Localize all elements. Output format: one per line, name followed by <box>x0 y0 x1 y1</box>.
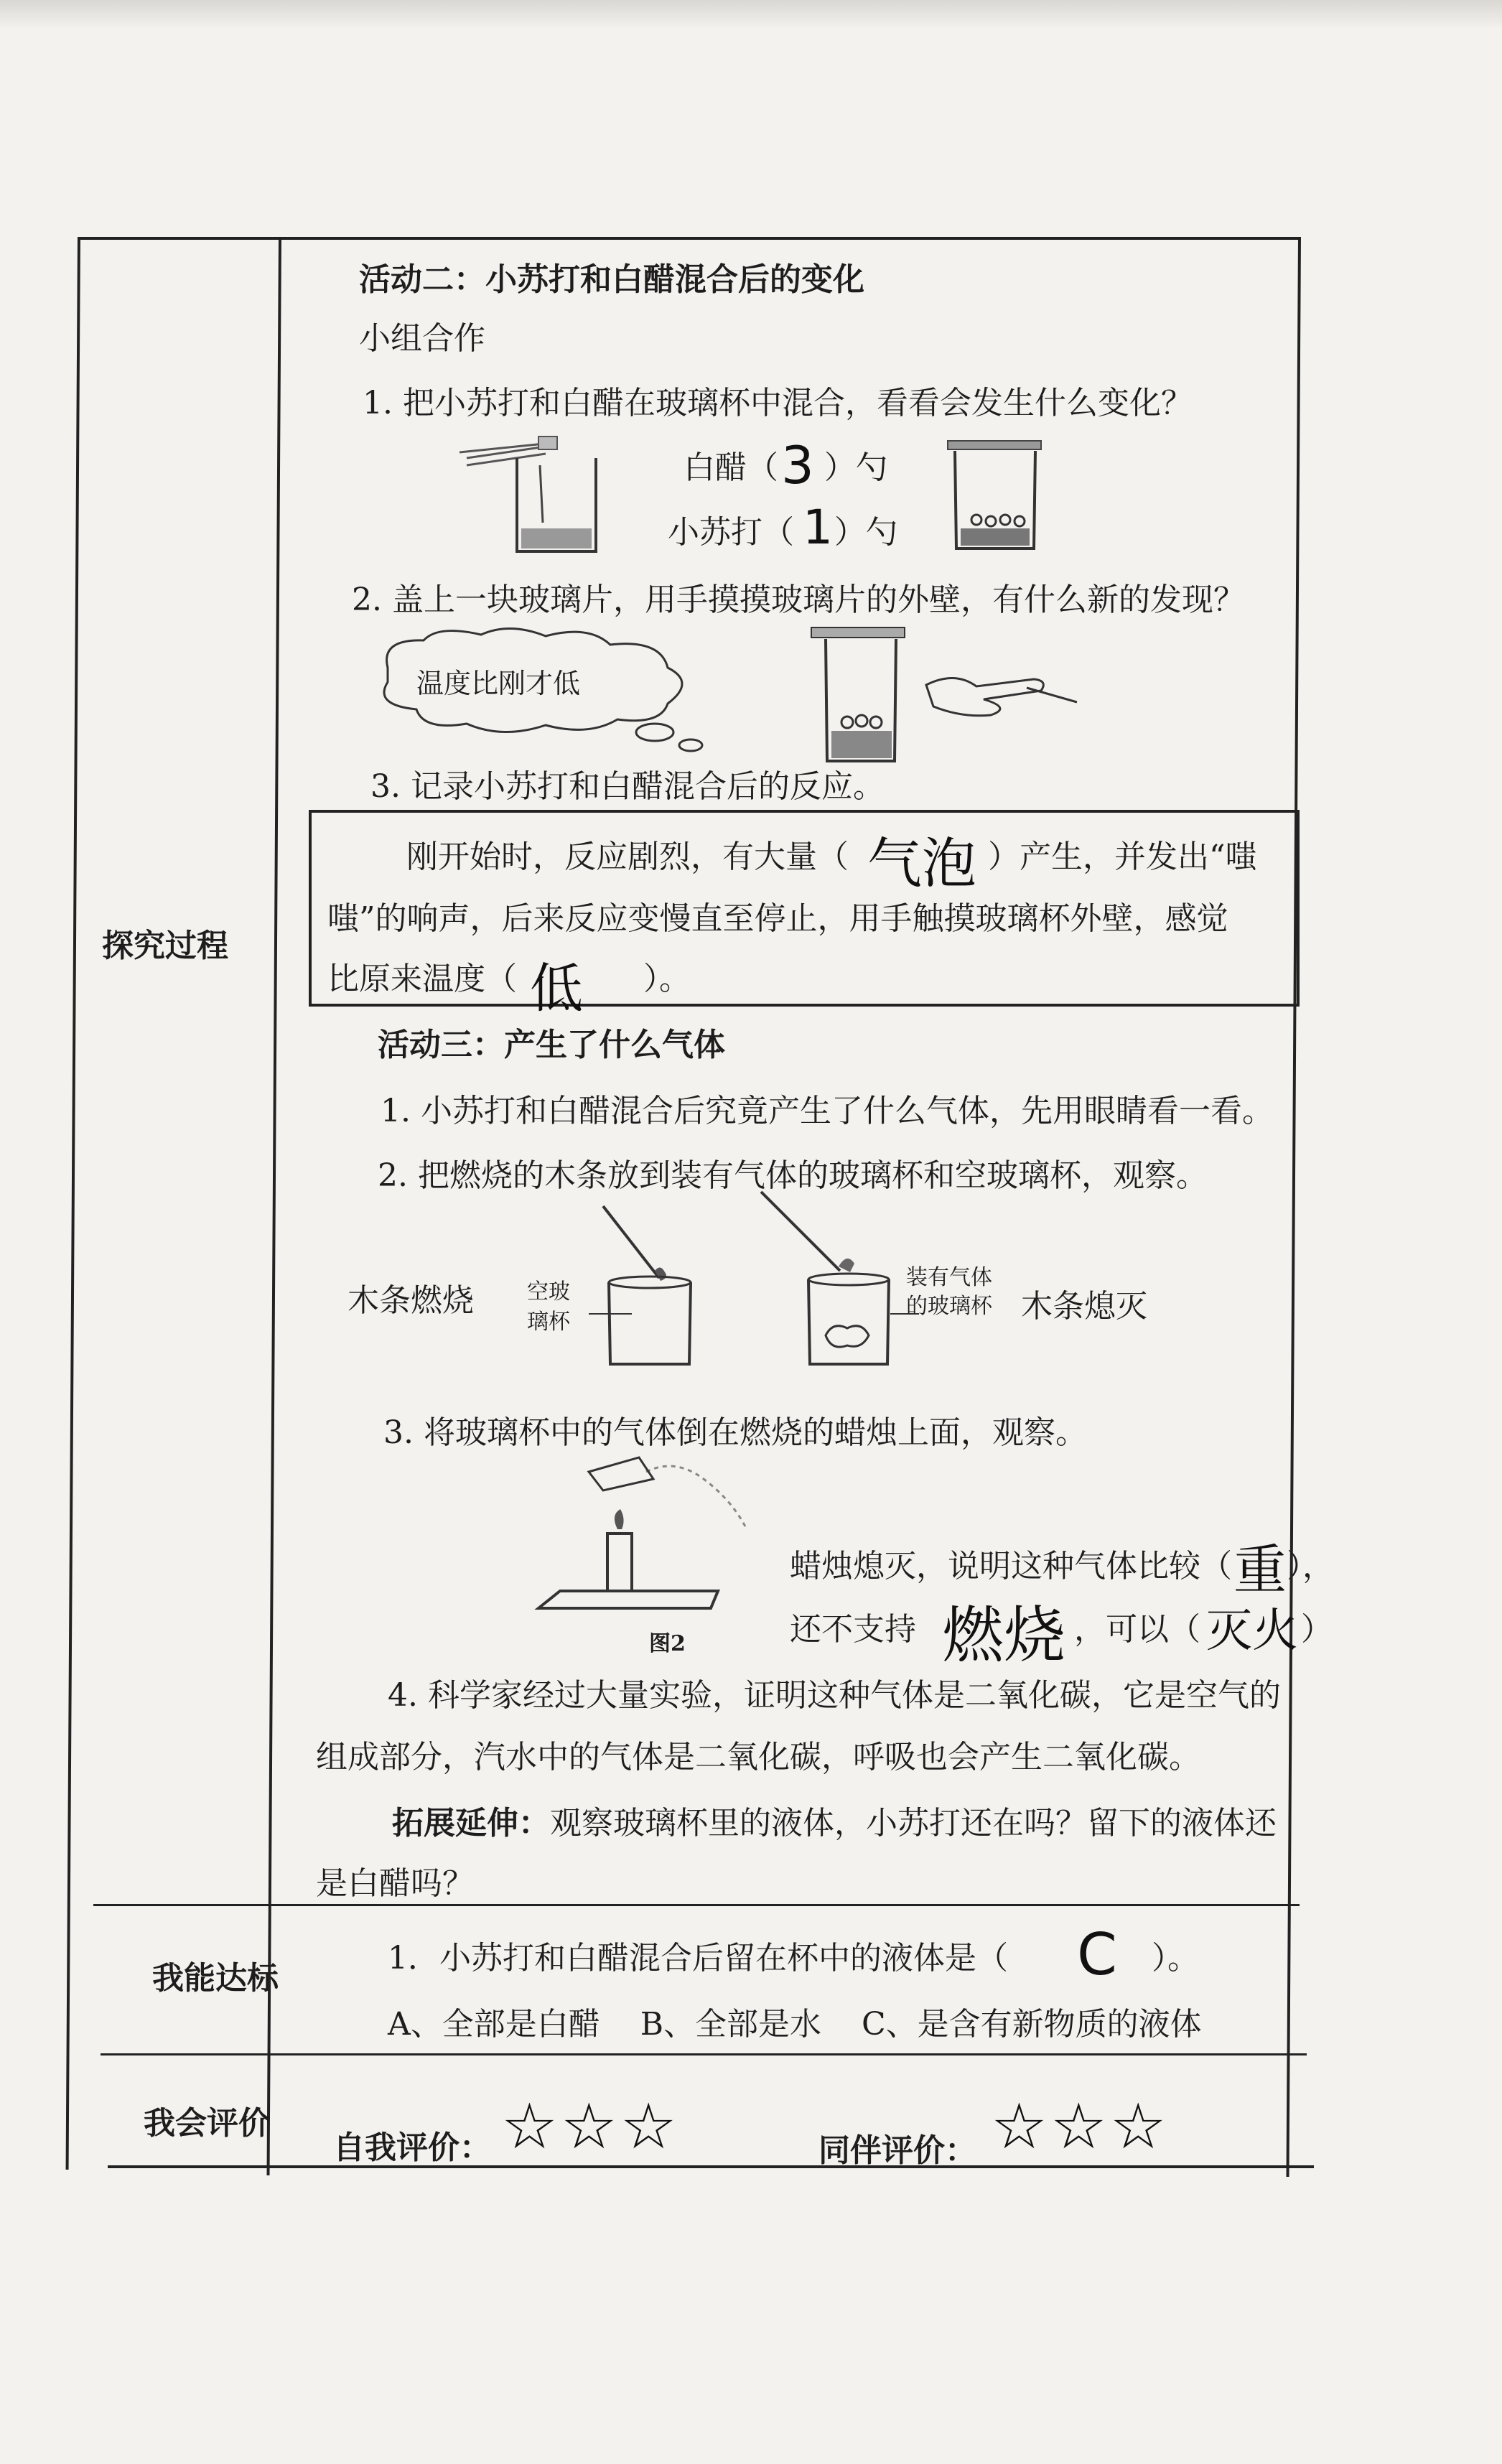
extension-label: 拓展延伸： <box>392 1805 550 1842</box>
activity2-step3: 3. 记录小苏打和白醋混合后的反应。 <box>370 768 885 805</box>
row-label-explore: 探究过程 <box>102 928 228 964</box>
candle-pouring-gas-illustration <box>531 1450 768 1623</box>
vinegar-spoons-answer: 3 <box>781 435 814 495</box>
candle-answer-heavy: 重 <box>1233 1539 1287 1601</box>
record-line2: 嗤”的响声，后来反应变慢直至停止，用手触摸玻璃杯外壁，感觉 <box>327 900 1228 937</box>
candle-answer-combustion: 燃烧 <box>942 1600 1065 1671</box>
activity3-step3: 3. 将玻璃杯中的气体倒在燃烧的蜡烛上面，观察。 <box>383 1414 1087 1451</box>
label-empty-cup-2: 璃杯 <box>527 1310 570 1335</box>
activity2-title: 活动二：小苏打和白醋混合后的变化 <box>359 261 864 298</box>
peer-eval-label: 同伴评价： <box>818 2132 976 2169</box>
activity3-step1: 1. 小苏打和白醋混合后究竟产生了什么气体，先用眼睛看一看。 <box>381 1093 1274 1129</box>
activity2-step1: 1. 把小苏打和白醋在玻璃杯中混合，看看会发生什么变化？ <box>363 385 1193 421</box>
vinegar-unit: ）勺 <box>824 449 887 486</box>
vinegar-label: 白醋（ <box>684 449 778 486</box>
activity3-step4-line1: 4. 科学家经过大量实验，证明这种气体是二氧化碳，它是空气的 <box>388 1677 1281 1714</box>
covered-cup-illustration <box>948 441 1048 563</box>
self-eval-label: 自我评价： <box>333 2129 491 2166</box>
soda-label: 小苏打（ <box>668 514 794 551</box>
table-border-right <box>1286 237 1301 2177</box>
page-edge <box>0 0 1502 29</box>
soda-unit: ）勺 <box>834 514 897 551</box>
extension-line2: 是白醋吗？ <box>316 1865 474 1902</box>
candle-line2-c: ） <box>1301 1611 1333 1648</box>
candle-line2-a: 还不支持 <box>790 1611 916 1648</box>
table-column-divider <box>267 237 281 2175</box>
standard-question-b: ）。 <box>1152 1940 1199 1977</box>
label-stick-extinguished: 木条熄灭 <box>1021 1288 1147 1325</box>
candle-answer-extinguish: 灭火 <box>1206 1605 1298 1658</box>
record-line3-b: ）。 <box>643 961 691 997</box>
gas-cup-stick-out-illustration <box>754 1192 919 1371</box>
table-row-divider-1 <box>93 1904 1300 1906</box>
label-gas-cup-1: 装有气体 <box>906 1265 992 1290</box>
activity2-subtitle: 小组合作 <box>359 320 485 357</box>
self-eval-stars[interactable]: ☆☆☆ <box>501 2089 680 2163</box>
activity3-step2: 2. 把燃烧的木条放到装有气体的玻璃杯和空玻璃杯，观察。 <box>378 1157 1208 1194</box>
record-line1-a: 刚开始时，反应剧烈，有大量（ <box>406 839 849 875</box>
record-line3-a: 比原来温度（ <box>327 961 517 997</box>
table-border-left <box>66 237 80 2170</box>
activity3-title: 活动三：产生了什么气体 <box>378 1027 725 1063</box>
record-line1-b: ）产生，并发出“嗤 <box>988 839 1257 875</box>
activity2-step2: 2. 盖上一块玻璃片，用手摸摸玻璃片的外壁，有什么新的发现？ <box>352 582 1245 618</box>
glass-and-hand-illustration <box>811 627 1084 771</box>
standard-options: A、全部是白醋 B、全部是水 C、是含有新物质的液体 <box>388 2006 1202 2043</box>
label-empty-cup-1: 空玻 <box>527 1279 570 1305</box>
label-stick-burning: 木条燃烧 <box>347 1282 474 1319</box>
record-answer-bubbles: 气泡 <box>867 831 976 895</box>
row-label-evaluate: 我会评价 <box>144 2105 270 2142</box>
thought-bubble-text: 温度比刚才低 <box>416 668 581 699</box>
standard-answer: C <box>1077 1921 1117 1988</box>
figure-caption: 图2 <box>649 1631 686 1656</box>
soda-spoons-answer: 1 <box>803 500 833 555</box>
record-answer-lower: 低 <box>530 958 583 1019</box>
candle-line1-a: 蜡烛熄灭，说明这种气体比较（ <box>790 1548 1232 1585</box>
standard-question-a: 1．小苏打和白醋混合后留在杯中的液体是（ <box>388 1940 1008 1977</box>
peer-eval-stars[interactable]: ☆☆☆ <box>991 2089 1170 2163</box>
table-border-top <box>78 237 1301 240</box>
table-border-bottom <box>108 2165 1314 2168</box>
empty-cup-burning-stick-illustration <box>574 1206 704 1371</box>
row-label-standard: 我能达标 <box>152 1960 279 1997</box>
extension-line1: 观察玻璃杯里的液体，小苏打还在吗？留下的液体还 <box>550 1805 1277 1842</box>
table-row-divider-2 <box>101 2053 1307 2055</box>
label-gas-cup-2: 的玻璃杯 <box>906 1294 992 1319</box>
candle-line1-b: ）， <box>1287 1548 1334 1585</box>
activity3-step4-line2: 组成部分，汽水中的气体是二氧化碳，呼吸也会产生二氧化碳。 <box>316 1739 1200 1775</box>
candle-line2-b: ，可以（ <box>1074 1611 1200 1648</box>
pouring-cup-illustration <box>460 437 603 559</box>
